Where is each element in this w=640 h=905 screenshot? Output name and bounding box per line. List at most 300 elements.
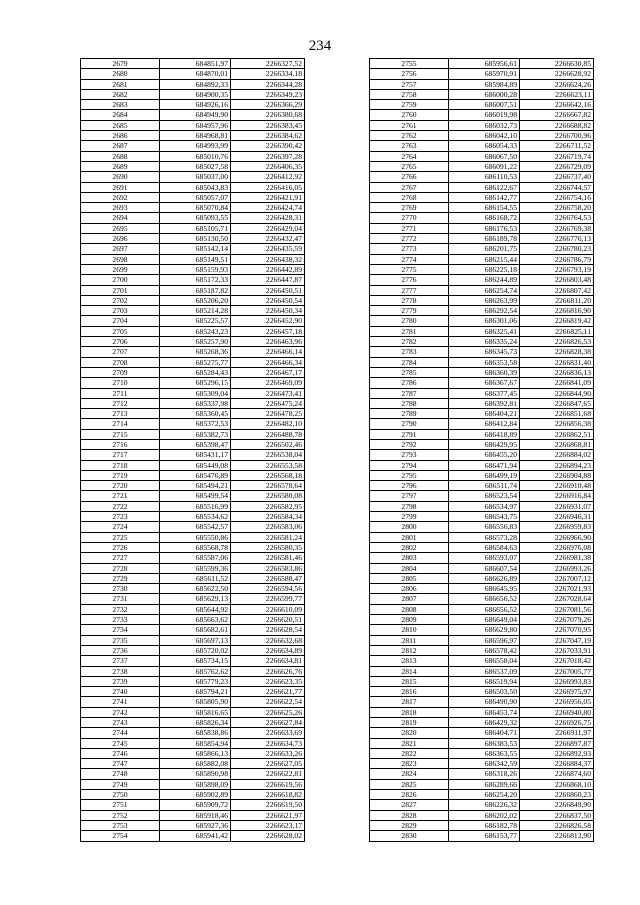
x-coordinate-cell: 686154,55: [449, 203, 520, 213]
point-number-cell: 2826: [370, 790, 449, 800]
y-coordinate-cell: 2266599,77: [231, 594, 305, 604]
table-row: [370, 110, 594, 120]
table-row: [370, 203, 594, 213]
point-number-cell: 2724: [81, 522, 160, 532]
table-row: [370, 666, 594, 676]
y-coordinate-cell: 2266627,05: [231, 759, 305, 769]
x-coordinate-cell: 685105,71: [160, 223, 231, 233]
point-number-cell: 2786: [370, 378, 449, 388]
y-coordinate-cell: 2266582,95: [231, 501, 305, 511]
point-number-cell: 2721: [81, 491, 160, 501]
point-number-cell: 2777: [370, 285, 449, 295]
table-row: [81, 707, 305, 717]
x-coordinate-cell: 685663,62: [160, 615, 231, 625]
x-coordinate-cell: 685142,14: [160, 244, 231, 254]
y-coordinate-cell: 2266623,35: [231, 676, 305, 686]
x-coordinate-cell: 686091,22: [449, 161, 520, 171]
y-coordinate-cell: 2266568,18: [231, 470, 305, 480]
table-row: [370, 439, 594, 449]
table-row: [81, 110, 305, 120]
y-coordinate-cell: 2266856,38: [520, 419, 594, 429]
table-row: [81, 491, 305, 501]
y-coordinate-cell: 2266813,90: [520, 831, 594, 841]
point-number-cell: 2702: [81, 295, 160, 305]
x-coordinate-cell: 685398,47: [160, 439, 231, 449]
table-row: [81, 656, 305, 666]
point-number-cell: 2701: [81, 285, 160, 295]
point-number-cell: 2692: [81, 192, 160, 202]
y-coordinate-cell: 2266744,57: [520, 182, 594, 192]
table-row: [370, 100, 594, 110]
table-row: [370, 615, 594, 625]
x-coordinate-cell: 685093,55: [160, 213, 231, 223]
point-number-cell: 2699: [81, 264, 160, 274]
table-row: [370, 275, 594, 285]
y-coordinate-cell: 2266630,85: [520, 59, 594, 69]
table-row: [370, 337, 594, 347]
table-row: [370, 604, 594, 614]
y-coordinate-cell: 2266847,65: [520, 398, 594, 408]
point-number-cell: 2756: [370, 69, 449, 79]
point-number-cell: 2726: [81, 542, 160, 552]
x-coordinate-cell: 686392,81: [449, 398, 520, 408]
table-row: [81, 203, 305, 213]
point-number-cell: 2753: [81, 820, 160, 830]
x-coordinate-cell: 685214,28: [160, 306, 231, 316]
table-row: [370, 285, 594, 295]
x-coordinate-cell: 684926,16: [160, 100, 231, 110]
table-row: [370, 748, 594, 758]
x-coordinate-cell: 686578,42: [449, 645, 520, 655]
table-row: [370, 470, 594, 480]
y-coordinate-cell: 2266851,68: [520, 409, 594, 419]
table-row: [370, 522, 594, 532]
point-number-cell: 2816: [370, 687, 449, 697]
point-number-cell: 2751: [81, 800, 160, 810]
table-row: [370, 419, 594, 429]
table-row: [370, 89, 594, 99]
table-row: [81, 573, 305, 583]
y-coordinate-cell: 2267005,77: [520, 666, 594, 676]
x-coordinate-cell: 685360,45: [160, 409, 231, 419]
y-coordinate-cell: 2266466,34: [231, 357, 305, 367]
point-number-cell: 2697: [81, 244, 160, 254]
point-number-cell: 2705: [81, 326, 160, 336]
point-number-cell: 2687: [81, 141, 160, 151]
x-coordinate-cell: 686558,04: [449, 656, 520, 666]
x-coordinate-cell: 686110,53: [449, 172, 520, 182]
point-number-cell: 2712: [81, 398, 160, 408]
coordinates-table-left: [80, 58, 305, 842]
y-coordinate-cell: 2266737,40: [520, 172, 594, 182]
table-row: [81, 429, 305, 439]
table-row: [81, 676, 305, 686]
x-coordinate-cell: 685599,36: [160, 563, 231, 573]
y-coordinate-cell: 2266754,16: [520, 192, 594, 202]
table-row: [370, 512, 594, 522]
y-coordinate-cell: 2266412,92: [231, 172, 305, 182]
table-row: [81, 192, 305, 202]
x-coordinate-cell: 684993,99: [160, 141, 231, 151]
table-row: [370, 553, 594, 563]
x-coordinate-cell: 686182,78: [449, 820, 520, 830]
x-coordinate-cell: 686142,77: [449, 192, 520, 202]
table-row: [370, 810, 594, 820]
table-row: [370, 367, 594, 377]
x-coordinate-cell: 686176,53: [449, 223, 520, 233]
x-coordinate-cell: 685010,76: [160, 151, 231, 161]
point-number-cell: 2758: [370, 89, 449, 99]
point-number-cell: 2743: [81, 718, 160, 728]
table-row: [370, 161, 594, 171]
table-row: [81, 553, 305, 563]
table-row: [370, 347, 594, 357]
point-number-cell: 2811: [370, 635, 449, 645]
x-coordinate-cell: 685854,94: [160, 738, 231, 748]
x-coordinate-cell: 686499,19: [449, 470, 520, 480]
table-row: [81, 223, 305, 233]
y-coordinate-cell: 2266634,81: [231, 656, 305, 666]
point-number-cell: 2827: [370, 800, 449, 810]
y-coordinate-cell: 2266764,53: [520, 213, 594, 223]
point-number-cell: 2815: [370, 676, 449, 686]
table-row: [81, 89, 305, 99]
x-coordinate-cell: 685622,50: [160, 584, 231, 594]
point-number-cell: 2812: [370, 645, 449, 655]
y-coordinate-cell: 2266435,59: [231, 244, 305, 254]
x-coordinate-cell: 686412,84: [449, 419, 520, 429]
point-number-cell: 2768: [370, 192, 449, 202]
x-coordinate-cell: 686168,72: [449, 213, 520, 223]
table-row: [81, 460, 305, 470]
table-row: [81, 501, 305, 511]
x-coordinate-cell: 685268,36: [160, 347, 231, 357]
point-number-cell: 2682: [81, 89, 160, 99]
x-coordinate-cell: 685149,51: [160, 254, 231, 264]
point-number-cell: 2767: [370, 182, 449, 192]
point-number-cell: 2784: [370, 357, 449, 367]
y-coordinate-cell: 2266344,28: [231, 79, 305, 89]
x-coordinate-cell: 685568,78: [160, 542, 231, 552]
x-coordinate-cell: 685070,84: [160, 203, 231, 213]
point-number-cell: 2729: [81, 573, 160, 583]
point-number-cell: 2778: [370, 295, 449, 305]
point-number-cell: 2734: [81, 625, 160, 635]
y-coordinate-cell: 2266482,10: [231, 419, 305, 429]
table-row: [81, 512, 305, 522]
x-coordinate-cell: 685734,15: [160, 656, 231, 666]
table-row: [81, 470, 305, 480]
point-number-cell: 2808: [370, 604, 449, 614]
table-row: [370, 707, 594, 717]
y-coordinate-cell: 2266634,89: [231, 645, 305, 655]
y-coordinate-cell: 2266904,88: [520, 470, 594, 480]
point-number-cell: 2763: [370, 141, 449, 151]
point-number-cell: 2799: [370, 512, 449, 522]
table-row: [81, 542, 305, 552]
table-row: [81, 604, 305, 614]
x-coordinate-cell: 685611,52: [160, 573, 231, 583]
x-coordinate-cell: 685130,50: [160, 234, 231, 244]
y-coordinate-cell: 2266397,28: [231, 151, 305, 161]
point-number-cell: 2714: [81, 419, 160, 429]
point-number-cell: 2814: [370, 666, 449, 676]
y-coordinate-cell: 2266583,86: [231, 563, 305, 573]
point-number-cell: 2746: [81, 748, 160, 758]
point-number-cell: 2741: [81, 697, 160, 707]
y-coordinate-cell: 2266349,23: [231, 89, 305, 99]
y-coordinate-cell: 2266488,78: [231, 429, 305, 439]
table-row: [81, 728, 305, 738]
y-coordinate-cell: 2266581,24: [231, 532, 305, 542]
y-coordinate-cell: 2266642,16: [520, 100, 594, 110]
y-coordinate-cell: 2266584,34: [231, 512, 305, 522]
y-coordinate-cell: 2266466,14: [231, 347, 305, 357]
table-row: [81, 120, 305, 130]
table-row: [81, 357, 305, 367]
point-number-cell: 2764: [370, 151, 449, 161]
point-number-cell: 2742: [81, 707, 160, 717]
x-coordinate-cell: 685898,09: [160, 779, 231, 789]
point-number-cell: 2695: [81, 223, 160, 233]
x-coordinate-cell: 685257,90: [160, 337, 231, 347]
point-number-cell: 2727: [81, 553, 160, 563]
y-coordinate-cell: 2266976,08: [520, 542, 594, 552]
x-coordinate-cell: 686377,45: [449, 388, 520, 398]
table-row: [370, 79, 594, 89]
y-coordinate-cell: 2266442,89: [231, 264, 305, 274]
x-coordinate-cell: 685225,57: [160, 316, 231, 326]
x-coordinate-cell: 686189,78: [449, 234, 520, 244]
table-row: [370, 820, 594, 830]
y-coordinate-cell: 2266624,26: [520, 79, 594, 89]
coordinates-table-right-body: [370, 59, 594, 842]
x-coordinate-cell: 685882,08: [160, 759, 231, 769]
table-row: [81, 522, 305, 532]
point-number-cell: 2717: [81, 450, 160, 460]
point-number-cell: 2708: [81, 357, 160, 367]
table-row: [370, 429, 594, 439]
x-coordinate-cell: 686584,63: [449, 542, 520, 552]
y-coordinate-cell: 2266473,41: [231, 388, 305, 398]
y-coordinate-cell: 2266981,38: [520, 553, 594, 563]
x-coordinate-cell: 686301,06: [449, 316, 520, 326]
point-number-cell: 2694: [81, 213, 160, 223]
x-coordinate-cell: 686335,24: [449, 337, 520, 347]
y-coordinate-cell: 2266911,97: [520, 728, 594, 738]
x-coordinate-cell: 686263,99: [449, 295, 520, 305]
x-coordinate-cell: 686342,59: [449, 759, 520, 769]
y-coordinate-cell: 2266580,35: [231, 542, 305, 552]
table-row: [81, 450, 305, 460]
x-coordinate-cell: 685984,89: [449, 79, 520, 89]
point-number-cell: 2806: [370, 584, 449, 594]
x-coordinate-cell: 685275,77: [160, 357, 231, 367]
y-coordinate-cell: 2266450,34: [231, 306, 305, 316]
x-coordinate-cell: 686201,75: [449, 244, 520, 254]
table-row: [370, 213, 594, 223]
x-coordinate-cell: 685027,58: [160, 161, 231, 171]
x-coordinate-cell: 686367,67: [449, 378, 520, 388]
y-coordinate-cell: 2266811,20: [520, 295, 594, 305]
y-coordinate-cell: 2266450,54: [231, 295, 305, 305]
point-number-cell: 2791: [370, 429, 449, 439]
x-coordinate-cell: 686067,50: [449, 151, 520, 161]
y-coordinate-cell: 2266862,51: [520, 429, 594, 439]
point-number-cell: 2755: [370, 59, 449, 69]
x-coordinate-cell: 685918,46: [160, 810, 231, 820]
y-coordinate-cell: 2266438,32: [231, 254, 305, 264]
y-coordinate-cell: 2266578,64: [231, 481, 305, 491]
table-row: [370, 635, 594, 645]
point-number-cell: 2766: [370, 172, 449, 182]
x-coordinate-cell: 686593,07: [449, 553, 520, 563]
table-row: [370, 584, 594, 594]
y-coordinate-cell: 2266628,02: [231, 831, 305, 841]
y-coordinate-cell: 2266384,62: [231, 131, 305, 141]
table-row: [370, 131, 594, 141]
point-number-cell: 2802: [370, 542, 449, 552]
table-row: [81, 615, 305, 625]
x-coordinate-cell: 685682,61: [160, 625, 231, 635]
point-number-cell: 2686: [81, 131, 160, 141]
table-row: [370, 234, 594, 244]
table-row: [81, 244, 305, 254]
table-row: [81, 131, 305, 141]
y-coordinate-cell: 2266884,37: [520, 759, 594, 769]
point-number-cell: 2738: [81, 666, 160, 676]
table-row: [370, 491, 594, 501]
point-number-cell: 2730: [81, 584, 160, 594]
table-row: [370, 645, 594, 655]
y-coordinate-cell: 2266416,05: [231, 182, 305, 192]
table-row: [370, 450, 594, 460]
y-coordinate-cell: 2266538,04: [231, 450, 305, 460]
x-coordinate-cell: 686226,32: [449, 800, 520, 810]
coordinates-table-left-body: [81, 59, 305, 842]
y-coordinate-cell: 2267018,42: [520, 656, 594, 666]
point-number-cell: 2830: [370, 831, 449, 841]
point-number-cell: 2796: [370, 481, 449, 491]
y-coordinate-cell: 2266916,84: [520, 491, 594, 501]
y-coordinate-cell: 2266634,73: [231, 738, 305, 748]
table-row: [81, 326, 305, 336]
point-number-cell: 2788: [370, 398, 449, 408]
x-coordinate-cell: 684870,01: [160, 69, 231, 79]
x-coordinate-cell: 685762,62: [160, 666, 231, 676]
x-coordinate-cell: 686153,77: [449, 831, 520, 841]
table-row: [81, 769, 305, 779]
y-coordinate-cell: 2266711,52: [520, 141, 594, 151]
x-coordinate-cell: 685057,07: [160, 192, 231, 202]
table-row: [370, 254, 594, 264]
point-number-cell: 2706: [81, 337, 160, 347]
point-number-cell: 2821: [370, 738, 449, 748]
y-coordinate-cell: 2266667,82: [520, 110, 594, 120]
table-row: [81, 409, 305, 419]
table-row: [81, 141, 305, 151]
x-coordinate-cell: 685970,91: [449, 69, 520, 79]
table-row: [370, 69, 594, 79]
point-number-cell: 2740: [81, 687, 160, 697]
table-row: [370, 831, 594, 841]
y-coordinate-cell: 2266786,79: [520, 254, 594, 264]
table-row: [370, 625, 594, 635]
y-coordinate-cell: 2266625,26: [231, 707, 305, 717]
x-coordinate-cell: 685243,23: [160, 326, 231, 336]
y-coordinate-cell: 2266966,90: [520, 532, 594, 542]
x-coordinate-cell: 686215,44: [449, 254, 520, 264]
point-number-cell: 2684: [81, 110, 160, 120]
y-coordinate-cell: 2266467,17: [231, 367, 305, 377]
table-row: [370, 676, 594, 686]
y-coordinate-cell: 2266956,05: [520, 697, 594, 707]
point-number-cell: 2800: [370, 522, 449, 532]
table-row: [370, 409, 594, 419]
table-row: [81, 820, 305, 830]
x-coordinate-cell: 686519,94: [449, 676, 520, 686]
point-number-cell: 2760: [370, 110, 449, 120]
x-coordinate-cell: 686353,58: [449, 357, 520, 367]
point-number-cell: 2829: [370, 820, 449, 830]
point-number-cell: 2707: [81, 347, 160, 357]
table-row: [81, 275, 305, 285]
x-coordinate-cell: 686656,52: [449, 594, 520, 604]
point-number-cell: 2720: [81, 481, 160, 491]
point-number-cell: 2772: [370, 234, 449, 244]
y-coordinate-cell: 2266688,82: [520, 120, 594, 130]
table-row: [81, 779, 305, 789]
table-row: [81, 347, 305, 357]
x-coordinate-cell: 686537,09: [449, 666, 520, 676]
y-coordinate-cell: 2266621,77: [231, 687, 305, 697]
table-row: [370, 306, 594, 316]
point-number-cell: 2710: [81, 378, 160, 388]
point-number-cell: 2731: [81, 594, 160, 604]
point-number-cell: 2690: [81, 172, 160, 182]
point-number-cell: 2801: [370, 532, 449, 542]
x-coordinate-cell: 686490,90: [449, 697, 520, 707]
table-row: [370, 192, 594, 202]
y-coordinate-cell: 2266825,11: [520, 326, 594, 336]
point-number-cell: 2716: [81, 439, 160, 449]
y-coordinate-cell: 2266844,90: [520, 388, 594, 398]
table-row: [370, 357, 594, 367]
point-number-cell: 2722: [81, 501, 160, 511]
point-number-cell: 2737: [81, 656, 160, 666]
x-coordinate-cell: 685037,00: [160, 172, 231, 182]
x-coordinate-cell: 686534,97: [449, 501, 520, 511]
point-number-cell: 2698: [81, 254, 160, 264]
x-coordinate-cell: 686360,39: [449, 367, 520, 377]
y-coordinate-cell: 2266432,47: [231, 234, 305, 244]
y-coordinate-cell: 2266975,97: [520, 687, 594, 697]
point-number-cell: 2787: [370, 388, 449, 398]
x-coordinate-cell: 686629,80: [449, 625, 520, 635]
x-coordinate-cell: 684900,35: [160, 89, 231, 99]
table-row: [81, 285, 305, 295]
table-row: [81, 254, 305, 264]
x-coordinate-cell: 686054,33: [449, 141, 520, 151]
y-coordinate-cell: 2266910,48: [520, 481, 594, 491]
point-number-cell: 2749: [81, 779, 160, 789]
table-row: [81, 151, 305, 161]
table-row: [81, 213, 305, 223]
table-row: [81, 316, 305, 326]
x-coordinate-cell: 685516,99: [160, 501, 231, 511]
y-coordinate-cell: 2266594,56: [231, 584, 305, 594]
point-number-cell: 2761: [370, 120, 449, 130]
